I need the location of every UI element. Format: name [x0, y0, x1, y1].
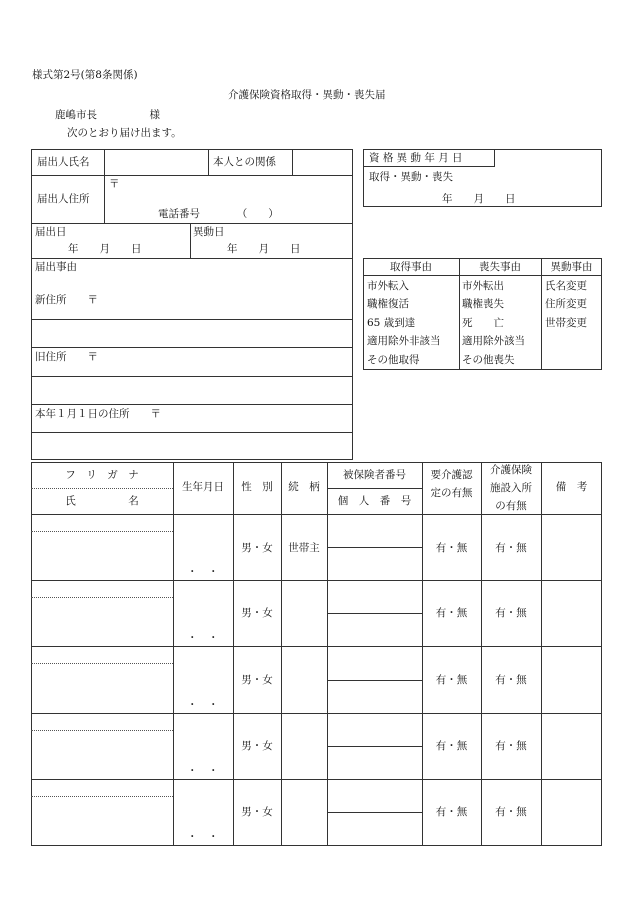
gender-option: 男・女 [241, 674, 273, 686]
change-reason-item: 氏名変更 [545, 280, 587, 292]
facility-option: 有・無 [495, 740, 527, 752]
care-cert-option: 有・無 [435, 542, 468, 554]
change-reason-header: 異動事由 [550, 261, 593, 273]
insured-number-header: 被保険者番号 [343, 469, 406, 481]
new-address-label: 新住所 〒 [35, 294, 98, 306]
gender-option: 男・女 [241, 740, 273, 752]
name-header: 氏 名 [65, 495, 139, 507]
relation-label: 本人との関係 [213, 156, 276, 168]
applicant-name-label: 届出人氏名 [37, 156, 90, 168]
loss-reason-item: 死 亡 [462, 317, 504, 329]
relation-header: 続 柄 [288, 481, 320, 493]
qualification-types: 取得・異動・喪失 [369, 171, 453, 183]
care-cert-option: 有・無 [435, 740, 468, 752]
form-title: 介護保険資格取得・異動・喪失届 [228, 89, 386, 101]
care-cert-option: 有・無 [435, 607, 468, 619]
facility-option: 有・無 [495, 542, 527, 554]
loss-reason-item: その他喪失 [462, 354, 515, 366]
gender-option: 男・女 [241, 806, 273, 818]
care-cert-header-line1: 要介護認 [430, 469, 473, 481]
gender-option: 男・女 [241, 607, 273, 619]
facility-option: 有・無 [495, 674, 527, 686]
acquire-reason-item: 適用除外非該当 [367, 335, 441, 347]
facility-header-line3: の有無 [495, 500, 527, 512]
head-of-household: 世帯主 [288, 542, 320, 554]
reason-label: 届出事由 [35, 261, 77, 273]
acquire-reason-header: 取得事由 [390, 261, 432, 273]
addressee: 鹿嶋市長 様 [55, 109, 160, 121]
care-cert-option: 有・無 [435, 806, 468, 818]
birthdate-dots: ・ ・ [187, 765, 219, 777]
loss-reason-item: 市外転出 [462, 280, 504, 292]
intro-text: 次のとおり届け出ます。 [67, 127, 182, 139]
change-date-ymd: 年 月 日 [227, 243, 301, 255]
change-reason-item: 住所変更 [545, 298, 587, 310]
form-number: 様式第2号(第8条関係) [32, 69, 138, 81]
postal-mark: 〒 [109, 178, 120, 190]
birthdate-dots: ・ ・ [187, 632, 219, 644]
facility-header-line2: 施設入所 [490, 482, 532, 494]
birthdate-header: 生年月日 [182, 481, 224, 493]
gender-header: 性 別 [241, 481, 273, 493]
loss-reason-item: 職権喪失 [462, 298, 504, 310]
gender-option: 男・女 [241, 542, 273, 554]
personal-number-header: 個 人 番 号 [337, 495, 412, 507]
report-date-label: 届出日 [35, 226, 67, 238]
acquire-reason-item: 市外転入 [367, 280, 409, 292]
qualification-header: 資 格 異 動 年 月 日 [369, 152, 463, 164]
loss-reason-item: 適用除外該当 [462, 335, 525, 347]
acquire-reason-item: その他取得 [367, 354, 420, 366]
phone-label: 電話番号 （ ） [158, 208, 279, 220]
remarks-header: 備 考 [555, 481, 588, 493]
change-reason-item: 世帯変更 [545, 317, 587, 329]
facility-header-line1: 介護保険 [490, 464, 532, 476]
care-cert-header-line2: 定の有無 [430, 487, 473, 499]
birthdate-dots: ・ ・ [187, 831, 219, 843]
facility-option: 有・無 [495, 607, 527, 619]
facility-option: 有・無 [495, 806, 527, 818]
acquire-reason-item: 65 歳到達 [367, 317, 416, 329]
report-date-ymd: 年 月 日 [68, 243, 142, 255]
birthdate-dots: ・ ・ [187, 699, 219, 711]
change-date-label: 異動日 [193, 226, 225, 238]
care-cert-option: 有・無 [435, 674, 468, 686]
applicant-address-label: 届出人住所 [37, 193, 90, 205]
old-address-label: 旧住所 〒 [35, 351, 98, 363]
furigana-header: フ リ ガ ナ [65, 469, 139, 481]
acquire-reason-item: 職権復活 [367, 298, 409, 310]
birthdate-dots: ・ ・ [187, 566, 219, 578]
loss-reason-header: 喪失事由 [479, 261, 521, 273]
jan1-address-label: 本年１月１日の住所 〒 [35, 408, 161, 420]
qualification-date-ymd: 年 月 日 [442, 193, 516, 205]
